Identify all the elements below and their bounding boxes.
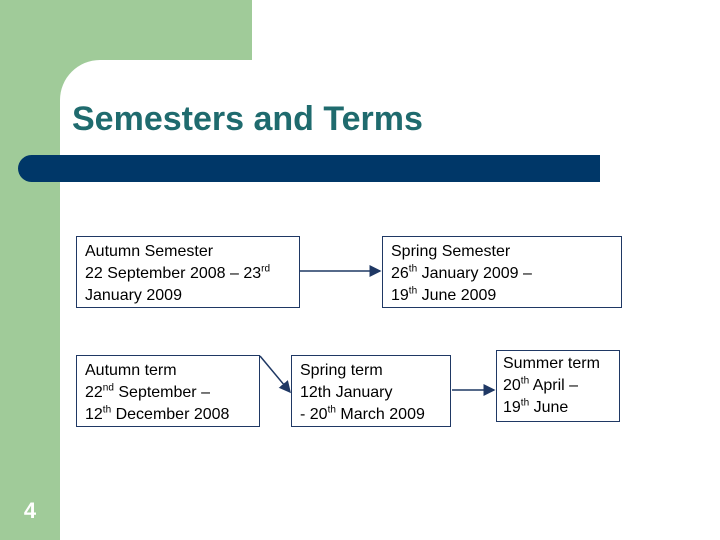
spring-term-box	[291, 355, 451, 427]
summer-term-dates-line1: 20th April –	[503, 375, 579, 394]
autumn-semester-dates-line1: 22 September 2008 – 23rd	[85, 263, 271, 282]
slide-title: Semesters and Terms	[72, 100, 423, 138]
spring-semester-dates-line1: 26th January 2009 –	[391, 263, 532, 282]
arrow-autumn-to-spring-term	[260, 356, 290, 392]
autumn-term-dates-line1: 22nd September –	[85, 382, 210, 401]
autumn-semester-dates-line2: January 2009	[85, 287, 182, 304]
page-number: 4	[23, 498, 37, 523]
autumn-semester-title: Autumn Semester	[85, 243, 214, 260]
summer-term-dates-line2: 19th June	[503, 397, 569, 416]
autumn-semester-box	[76, 236, 300, 308]
spring-semester-title: Spring Semester	[391, 243, 511, 260]
spring-term-dates-line2: - 20th March 2009	[300, 404, 425, 423]
summer-term-title: Summer term	[503, 355, 600, 372]
spring-semester-dates-line2: 19th June 2009	[391, 285, 497, 304]
autumn-term-dates-line2: 12th December 2008	[85, 404, 230, 423]
autumn-term-title: Autumn term	[85, 362, 177, 379]
autumn-term-box	[76, 355, 260, 427]
spring-semester-box	[382, 236, 622, 308]
spring-term-title: Spring term	[300, 362, 383, 379]
summer-term-box	[496, 350, 620, 422]
spring-term-dates-line1: 12th January	[300, 384, 393, 401]
